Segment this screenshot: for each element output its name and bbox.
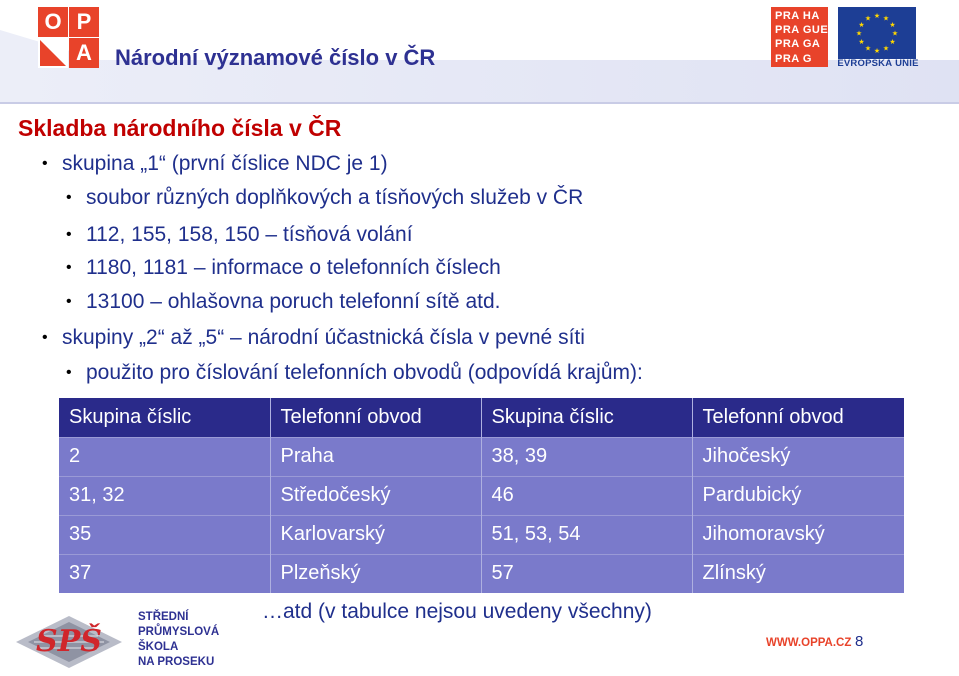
school-name-line: STŘEDNÍ — [138, 611, 189, 623]
svg-text:★: ★ — [864, 14, 872, 23]
school-logo-text: SPŠ — [36, 624, 102, 659]
table-row — [59, 554, 904, 593]
bullet-text: skupina „1“ (první číslice NDC je 1) — [62, 152, 388, 175]
oppa-blank — [38, 38, 68, 68]
svg-text:★: ★ — [882, 44, 890, 53]
table-cell: 31, 32 — [59, 476, 270, 515]
page-title: Národní významové číslo v ČR — [115, 45, 436, 70]
header-divider — [0, 102, 959, 104]
school-name-line: NA PROSEKU — [138, 656, 215, 668]
table-cell: Jihomoravský — [692, 515, 904, 554]
table-header-cell: Telefonní obvod — [692, 398, 904, 437]
oppa-letter-a: A — [76, 40, 92, 65]
table-note: …atd (v tabulce nejsou uvedeny všechny) — [262, 600, 652, 623]
school-logo — [10, 612, 128, 672]
prague-logo — [771, 7, 828, 67]
bullet-item — [66, 361, 643, 385]
table-cell: Středočeský — [270, 476, 481, 515]
school-name-line: PRŮMYSLOVÁ — [138, 626, 220, 638]
oppa-logo — [38, 7, 99, 68]
school-name-line: ŠKOLA — [138, 641, 179, 653]
oppa-letter-p — [69, 7, 99, 37]
svg-text:★: ★ — [889, 21, 896, 29]
svg-text:★: ★ — [882, 14, 890, 23]
table-cell: 57 — [481, 554, 692, 593]
svg-text:★: ★ — [889, 38, 896, 46]
bullet-dot-icon: • — [66, 189, 72, 206]
prague-logo-text: PRA HA PRA GUE PRA GA PRA G — [775, 10, 829, 65]
svg-text:★: ★ — [864, 44, 872, 53]
bullet-text: 112, 155, 158, 150 – tísňová volání — [86, 223, 413, 246]
footer-url-link[interactable]: WWW.OPPA.CZ — [766, 637, 852, 649]
bullet-text: 1180, 1181 – informace o telefonních číslech — [86, 256, 501, 279]
table-header-cell: Telefonní obvod — [270, 398, 481, 437]
number-groups-table — [59, 398, 904, 593]
bullet-item — [66, 223, 413, 247]
oppa-letter — [69, 38, 99, 68]
table-cell: 46 — [481, 476, 692, 515]
bullet-item — [42, 152, 388, 176]
svg-text:★: ★ — [855, 29, 863, 38]
eu-label: EVROPSKÁ UNIE — [837, 58, 919, 69]
school-logo-icon — [10, 612, 128, 672]
bullet-item — [66, 256, 501, 280]
oppa-letter: O — [38, 7, 68, 37]
table-cell: 38, 39 — [481, 437, 692, 476]
table-cell: Zlínský — [692, 554, 904, 593]
table-cell: 51, 53, 54 — [481, 515, 692, 554]
table-cell: Jihočeský — [692, 437, 904, 476]
section-heading: Skladba národního čísla v ČR — [18, 115, 342, 141]
svg-text:★: ★ — [858, 21, 865, 29]
table-cell: 2 — [59, 437, 270, 476]
table-cell: Karlovarský — [270, 515, 481, 554]
table-header-row — [59, 398, 904, 437]
page-number: 8 — [855, 633, 864, 650]
bullet-text: skupiny „2“ až „5“ – národní účastnická čísla v pevné síti — [62, 326, 585, 349]
table-row — [59, 515, 904, 554]
bullet-dot-icon: • — [66, 226, 72, 243]
oppa-letter: P — [69, 7, 99, 37]
bullet-dot-icon: • — [66, 259, 72, 276]
bullet-dot-icon: • — [42, 329, 48, 346]
bullet-item — [66, 186, 584, 210]
school-name — [138, 610, 219, 670]
eu-stars-icon — [838, 7, 916, 59]
table-cell: Praha — [270, 437, 481, 476]
table-header-cell: Skupina číslic — [59, 398, 270, 437]
table-row — [59, 437, 904, 476]
bullet-dot-icon: • — [42, 155, 48, 172]
table-cell: Plzeňský — [270, 554, 481, 593]
bullet-dot-icon: • — [66, 364, 72, 381]
svg-text:★: ★ — [873, 12, 881, 20]
bullet-text: 13100 – ohlašovna poruch telefonní sítě atd. — [86, 290, 501, 313]
svg-text:★: ★ — [891, 29, 899, 38]
oppa-triangle-icon — [38, 38, 68, 68]
table-cell: 37 — [59, 554, 270, 593]
eu-flag-icon — [838, 7, 916, 59]
bullet-text: soubor různých doplňkových a tísňových služeb v ČR — [86, 186, 584, 209]
table-header-cell: Skupina číslic — [481, 398, 692, 437]
bullet-dot-icon: • — [66, 293, 72, 310]
bullet-item — [66, 290, 501, 314]
bullet-item — [42, 326, 585, 350]
svg-text:★: ★ — [873, 47, 881, 55]
table-row — [59, 476, 904, 515]
table-cell: 35 — [59, 515, 270, 554]
bullet-text: použito pro číslování telefonních obvodů (odpovídá krajům): — [86, 361, 643, 384]
svg-text:★: ★ — [858, 38, 865, 46]
table-cell: Pardubický — [692, 476, 904, 515]
